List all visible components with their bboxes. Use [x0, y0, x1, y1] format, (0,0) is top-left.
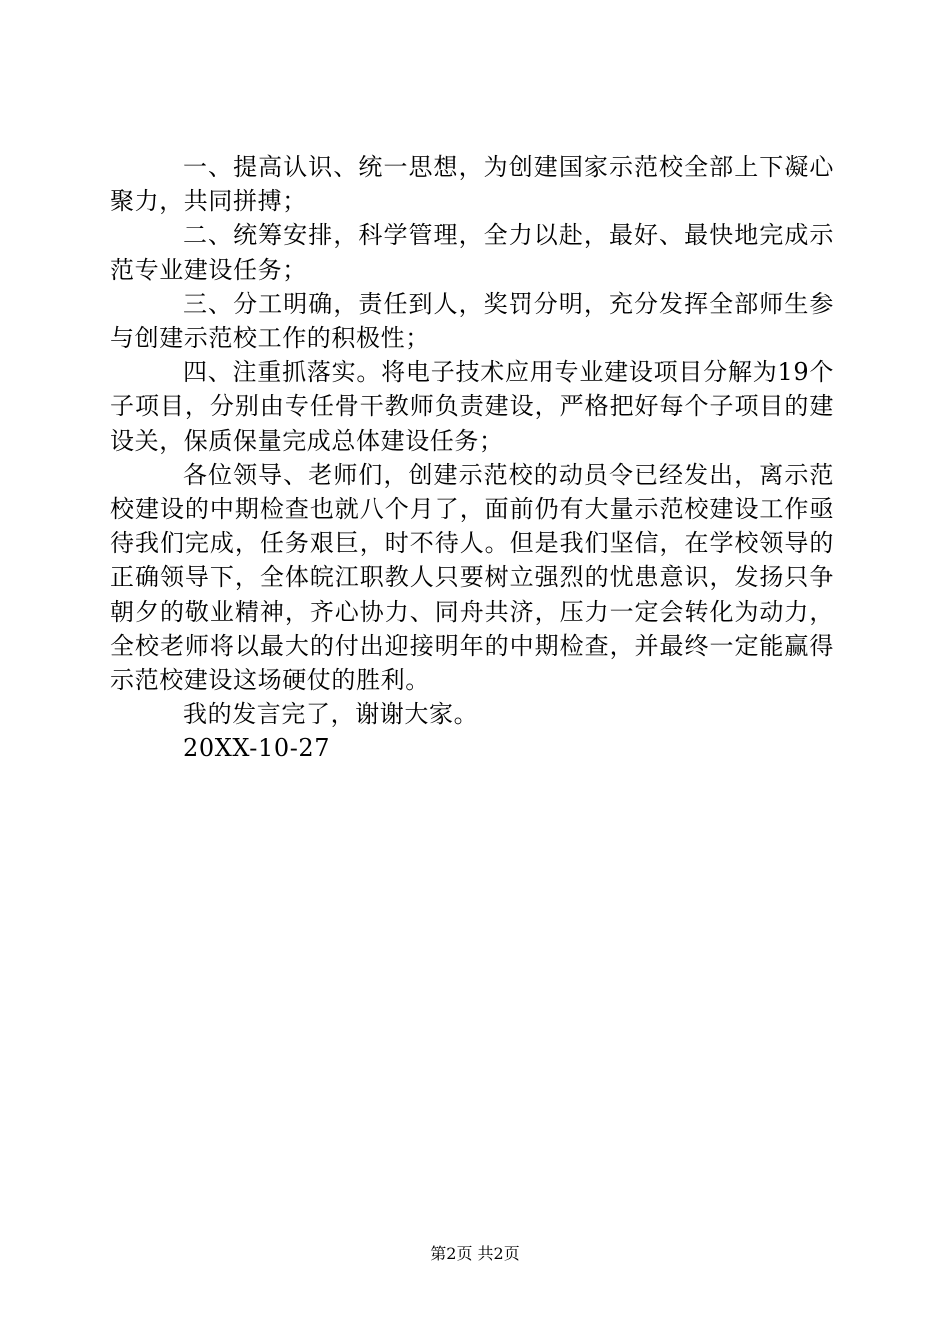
document-body [110, 150, 834, 766]
paragraph-point-four: 四、注重抓落实。将电子技术应用专业建设项目分解为19个子项目，分别由专任骨干教师负责建设，严格把好每个子项目的建设关，保质保量完成总体建设任务； [110, 358, 834, 455]
paragraph-point-one: 一、提高认识、统一思想，为创建国家示范校全部上下凝心聚力，共同拼搏； [110, 153, 834, 216]
page-footer [0, 1243, 950, 1265]
paragraph-thanks: 我的发言完了，谢谢大家。 [183, 700, 479, 729]
page-number-label: 第2页 共2页 [430, 1244, 520, 1263]
paragraph-closing-remarks: 各位领导、老师们，创建示范校的动员令已经发出，离示范校建设的中期检查也就八个月了，面前仍有大量示范校建设工作亟待我们完成，任务艰巨，时不待人。但是我们坚信，在学校领导的正确领导下，全体皖江职教人只要树立强烈的忧患意识，发扬只争朝夕的敬业精神，齐心协力、同舟共济，压力一定会转化为动力，全校老师将以最大的付出迎接明年的中期检查，并最终一定能赢得示范校建设这场硬仗的胜利。 [110, 460, 834, 695]
paragraph-point-three: 三、分工明确，责任到人，奖罚分明，充分发挥全部师生参与创建示范校工作的积极性； [110, 289, 834, 353]
paragraph-point-two: 二、统筹安排，科学管理，全力以赴，最好、最快地完成示范专业建设任务； [110, 221, 834, 284]
document-date: 20XX-10-27 [183, 734, 331, 763]
